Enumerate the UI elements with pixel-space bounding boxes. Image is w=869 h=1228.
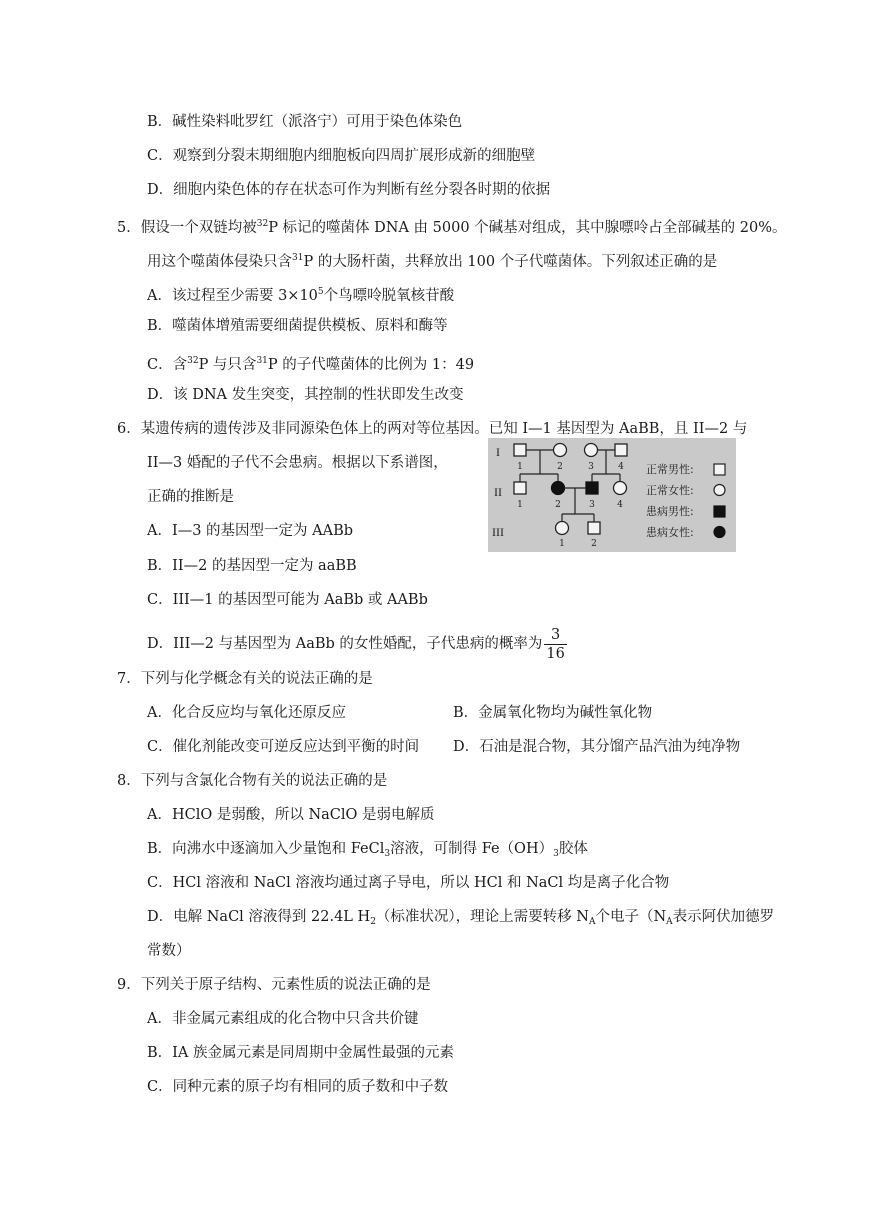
q5-stem-line1: 5．假设一个双链均被$^{32}$P 标记的噬菌体 DNA 由 5000 个碱基对组成，其中腺嘌呤占全部碱基的 20%。 — [117, 219, 787, 236]
q6-option-d-fraction: $\frac{3}{16}$ — [546, 626, 565, 662]
pedigree-ii3-number: 3 — [589, 500, 595, 510]
q6-option-b: B．II—2 的基因型一定为 aaBB — [147, 558, 357, 574]
q4-option-d: D．细胞内染色体的存在状态可作为判断有丝分裂各时期的依据 — [147, 182, 551, 198]
pedigree-i3-number: 3 — [588, 462, 594, 472]
pedigree-svg — [488, 438, 736, 552]
pedigree-iii1-number: 1 — [559, 539, 565, 549]
q6-option-c: C．III—1 的基因型可能为 AaBb 或 AABb — [147, 592, 428, 608]
q4-option-c: C．观察到分裂末期细胞内细胞板向四周扩展形成新的细胞壁 — [147, 148, 536, 164]
q9-option-c: C．同种元素的原子均有相同的质子数和中子数 — [147, 1079, 449, 1095]
legend-normal-male-symbol — [714, 464, 725, 475]
gen-label-i: I — [496, 445, 500, 459]
q7-option-b: B．金属氧化物均为碱性氧化物 — [453, 705, 653, 721]
pedigree-chart — [488, 438, 736, 552]
q7-option-d: D．石油是混合物，其分馏产品汽油为纯净物 — [453, 739, 741, 755]
pedigree-ii2-number: 2 — [555, 500, 561, 510]
pedigree-i2-number: 2 — [557, 462, 563, 472]
pedigree-ii3-affected-male — [586, 482, 598, 494]
q7-option-c: C．催化剂能改变可逆反应达到平衡的时间 — [147, 739, 420, 755]
q9-stem: 9．下列关于原子结构、元素性质的说法正确的是 — [117, 977, 431, 993]
q6-stem-line2: II—3 婚配的子代不会患病。根据以下系谱图， — [147, 455, 448, 471]
pedigree-iii2-normal-male — [588, 522, 600, 534]
q5-option-b: B．噬菌体增殖需要细菌提供模板、原料和酶等 — [147, 318, 448, 334]
pedigree-i4-number: 4 — [618, 462, 624, 472]
legend-affected-female: 患病女性: — [646, 526, 694, 539]
legend-affected-female-symbol — [714, 527, 725, 538]
q8-option-a: A．HClO 是弱酸，所以 NaClO 是弱电解质 — [147, 807, 435, 823]
q8-option-b: B．向沸水中逐滴加入少量饱和 FeCl$_3$溶液，可制得 $Fe(OH)_3$胶体 — [147, 841, 588, 859]
legend-normal-female-symbol — [714, 485, 725, 496]
pedigree-i1-normal-male — [514, 444, 526, 456]
pedigree-ii4-normal-female — [614, 482, 627, 495]
q9-option-a: A．非金属元素组成的化合物中只含共价键 — [147, 1011, 419, 1027]
q8-option-d-line2: 常数） — [147, 943, 191, 959]
q7-option-a: A．化合反应均与氧化还原反应 — [147, 705, 346, 721]
q6-option-d: D．III—2 与基因型为 AaBb 的女性婚配，子代患病的概率为 $\frac{3}{16}$ — [147, 626, 565, 662]
pedigree-i1-number: 1 — [517, 462, 523, 472]
q6-option-a: A．I—3 的基因型一定为 AABb — [147, 523, 354, 539]
q8-option-d: D．电解 NaCl 溶液得到 22.4L $H_2$（标准状况），理论上需要转移 $N_A$个电子（$N_A$表示阿伏加德罗 — [147, 909, 775, 927]
q7-stem: 7．下列与化学概念有关的说法正确的是 — [117, 671, 373, 687]
q4-option-b: B．碱性染料吡罗红（派洛宁）可用于染色体染色 — [147, 114, 463, 130]
pedigree-ii4-number: 4 — [617, 500, 623, 510]
gen-label-iii: III — [492, 525, 504, 539]
pedigree-ii1-number: 1 — [517, 500, 523, 510]
q6-stem-line3: 正确的推断是 — [147, 489, 234, 505]
pedigree-i4-normal-male — [615, 444, 627, 456]
gen-label-ii: II — [494, 485, 502, 499]
legend-affected-male-symbol — [714, 506, 725, 517]
q5-option-c: C．含$^{32}$P 与只含$^{31}$P 的子代噬菌体的比例为 1：49 — [147, 356, 475, 373]
q5-option-d: D．该 DNA 发生突变，其控制的性状即发生改变 — [147, 387, 464, 403]
legend-affected-male: 患病男性: — [646, 505, 694, 518]
legend-normal-female: 正常女性: — [646, 484, 694, 497]
q5-stem-line2: 用这个噬菌体侵染只含$^{31}$P 的大肠杆菌，共释放出 100 个子代噬菌体。下列叙述正确的是 — [147, 253, 718, 270]
pedigree-iii1-normal-female — [556, 522, 569, 535]
pedigree-ii1-normal-male — [514, 482, 526, 494]
pedigree-iii2-number: 2 — [591, 539, 597, 549]
q8-stem: 8．下列与含氯化合物有关的说法正确的是 — [117, 773, 388, 789]
q5-option-a: A．该过程至少需要 $3\times 10^5$个鸟嘌呤脱氧核苷酸 — [147, 287, 455, 304]
q6-stem-line1: 6．某遗传病的遗传涉及非同源染色体上的两对等位基因。已知 I—1 基因型为 AaBB，且 II—2 与 — [117, 421, 748, 437]
q9-option-b: B．IA 族金属元素是同周期中金属性最强的元素 — [147, 1045, 454, 1061]
pedigree-i2-normal-female — [554, 444, 567, 457]
pedigree-i3-normal-female — [585, 444, 598, 457]
q8-option-c: C．HCl 溶液和 NaCl 溶液均通过离子导电，所以 HCl 和 NaCl 均是离子化合物 — [147, 875, 670, 891]
pedigree-ii2-affected-female — [552, 482, 565, 495]
legend-normal-male: 正常男性: — [646, 463, 694, 476]
